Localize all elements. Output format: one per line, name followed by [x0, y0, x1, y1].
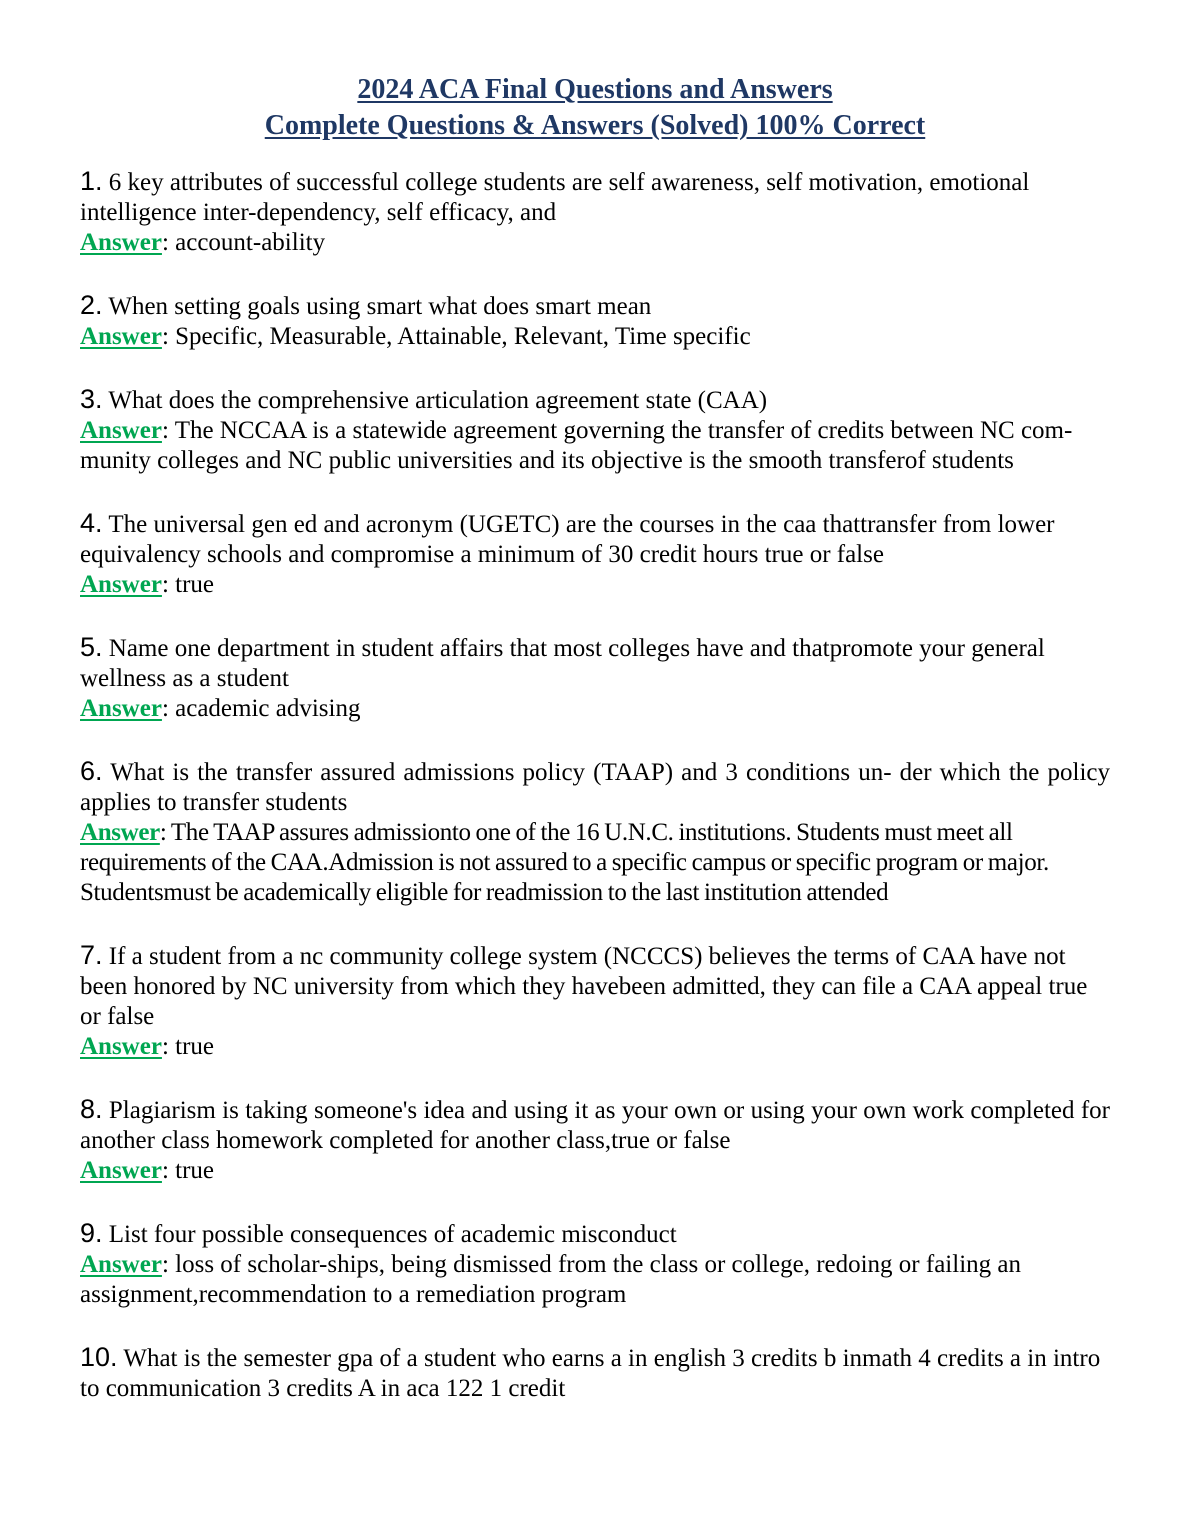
question-number: 8.	[80, 1094, 103, 1124]
answer-label: Answer	[80, 1157, 162, 1184]
question-text: What does the comprehensive articulation agreement state (CAA)	[108, 387, 768, 414]
qa-item-1	[80, 166, 1110, 258]
question-number: 2.	[80, 290, 103, 320]
answer-text: account-ability	[175, 229, 326, 256]
question-10	[80, 1342, 1110, 1404]
answer-3: Answer: The NCCAA is a statewide agreement governing the transfer of credits between NC com-munity colleges and NC public universities and its objective is the smooth transferof students	[80, 417, 1073, 474]
qa-item-9	[80, 1218, 1110, 1310]
answer-label: Answer	[80, 695, 162, 722]
question-number: 3.	[80, 384, 103, 414]
question-text: What is the semester gpa of a student who earns a in english 3 credits b inmath 4 credits a in intro to communication 3 credits A in aca 122 1 credit	[80, 1345, 1101, 1402]
answer-8: Answer: true	[80, 1157, 215, 1184]
answer-9: Answer: loss of scholar-ships, being dismissed from the class or college, redoing or failing an assignment,recommendation to a remediation program	[80, 1251, 1021, 1308]
question-8	[80, 1094, 1110, 1156]
answer-text: loss of scholar-ships, being dismissed from the class or college, redoing or failing an assignment,recommendation to a remediation program	[80, 1251, 1021, 1308]
question-number: 1.	[80, 166, 103, 196]
document-page	[80, 72, 1110, 1436]
answer-label: Answer	[80, 229, 162, 256]
answer-1: Answer: account-ability	[80, 229, 326, 256]
question-6	[80, 756, 1110, 818]
answer-5: Answer: academic advising	[80, 695, 361, 722]
question-text: 6 key attributes of successful college students are self awareness, self motivation, emotional intelligence inter-dependency, self efficacy, and	[80, 169, 1030, 226]
question-number: 5.	[80, 632, 103, 662]
question-number: 9.	[80, 1218, 103, 1248]
question-number: 4.	[80, 508, 103, 538]
question-text: When setting goals using smart what does smart mean	[108, 293, 652, 320]
title-line-2: Complete Questions & Answers (Solved) 100% Correct	[264, 110, 926, 141]
answer-4: Answer: true	[80, 571, 215, 598]
question-text: If a student from a nc community college system (NCCCS) believes the terms of CAA have not been honored by NC university from which they havebeen admitted, they can file a CAA appeal true or false	[80, 943, 1088, 1030]
answer-2: Answer: Specific, Measurable, Attainable, Relevant, Time specific	[80, 323, 751, 350]
question-1	[80, 166, 1110, 228]
question-number: 7.	[80, 940, 103, 970]
qa-item-3	[80, 384, 1110, 476]
question-7	[80, 940, 1110, 1032]
answer-label: Answer	[80, 571, 162, 598]
qa-item-5	[80, 632, 1110, 724]
question-text: What is the transfer assured admissions policy (TAAP) and 3 conditions un- der which the policy applies to transfer students	[80, 759, 1110, 816]
answer-text: academic advising	[175, 695, 361, 722]
question-9	[80, 1218, 1110, 1250]
qa-item-8	[80, 1094, 1110, 1186]
question-text: The universal gen ed and acronym (UGETC) are the courses in the caa thattransfer from lower equivalency schools and compromise a minimum of 30 credit hours true or false	[80, 511, 1055, 568]
qa-item-7	[80, 940, 1110, 1062]
question-4	[80, 508, 1110, 570]
answer-label: Answer	[80, 417, 162, 444]
answer-text: Specific, Measurable, Attainable, Relevant, Time specific	[175, 323, 751, 350]
answer-text: true	[175, 1157, 215, 1184]
answer-label: Answer	[80, 323, 162, 350]
question-number: 6.	[80, 756, 103, 786]
answer-7: Answer: true	[80, 1033, 215, 1060]
qa-item-6	[80, 756, 1110, 908]
question-3	[80, 384, 1110, 416]
question-5	[80, 632, 1110, 694]
answer-text: The TAAP assures admissionto one of the 16 U.N.C. institutions. Students must meet all requirements of the CAA.Admission is not assured to a specific campus or specific program or major. Studentsmust be academically eligible for readmission to the last institution attended	[80, 819, 1049, 906]
question-number: 10.	[80, 1342, 118, 1372]
answer-label: Answer	[80, 1033, 162, 1060]
answer-text: true	[175, 1033, 215, 1060]
document-title	[80, 72, 1110, 144]
question-text: Plagiarism is taking someone's idea and using it as your own or using your own work completed for another class homework completed for another class,true or false	[80, 1097, 1111, 1154]
answer-label: Answer	[80, 1251, 162, 1278]
answer-6: Answer: The TAAP assures admissionto one of the 16 U.N.C. institutions. Students must meet all requirements of the CAA.Admission is not assured to a specific campus or specific program or major. Studentsmust be academically eligible for readmission to the last institution attended	[80, 819, 1049, 906]
qa-item-2	[80, 290, 1110, 352]
question-text: List four possible consequences of academic misconduct	[108, 1221, 677, 1248]
title-line-1: 2024 ACA Final Questions and Answers	[357, 74, 833, 105]
qa-item-10	[80, 1342, 1110, 1404]
answer-label: Answer	[80, 819, 160, 846]
question-2	[80, 290, 1110, 322]
qa-item-4	[80, 508, 1110, 600]
answer-text: true	[175, 571, 215, 598]
question-text: Name one department in student affairs that most colleges have and thatpromote your general wellness as a student	[80, 635, 1045, 692]
answer-text: The NCCAA is a statewide agreement governing the transfer of credits between NC com-munity colleges and NC public universities and its objective is the smooth transferof students	[80, 417, 1073, 474]
